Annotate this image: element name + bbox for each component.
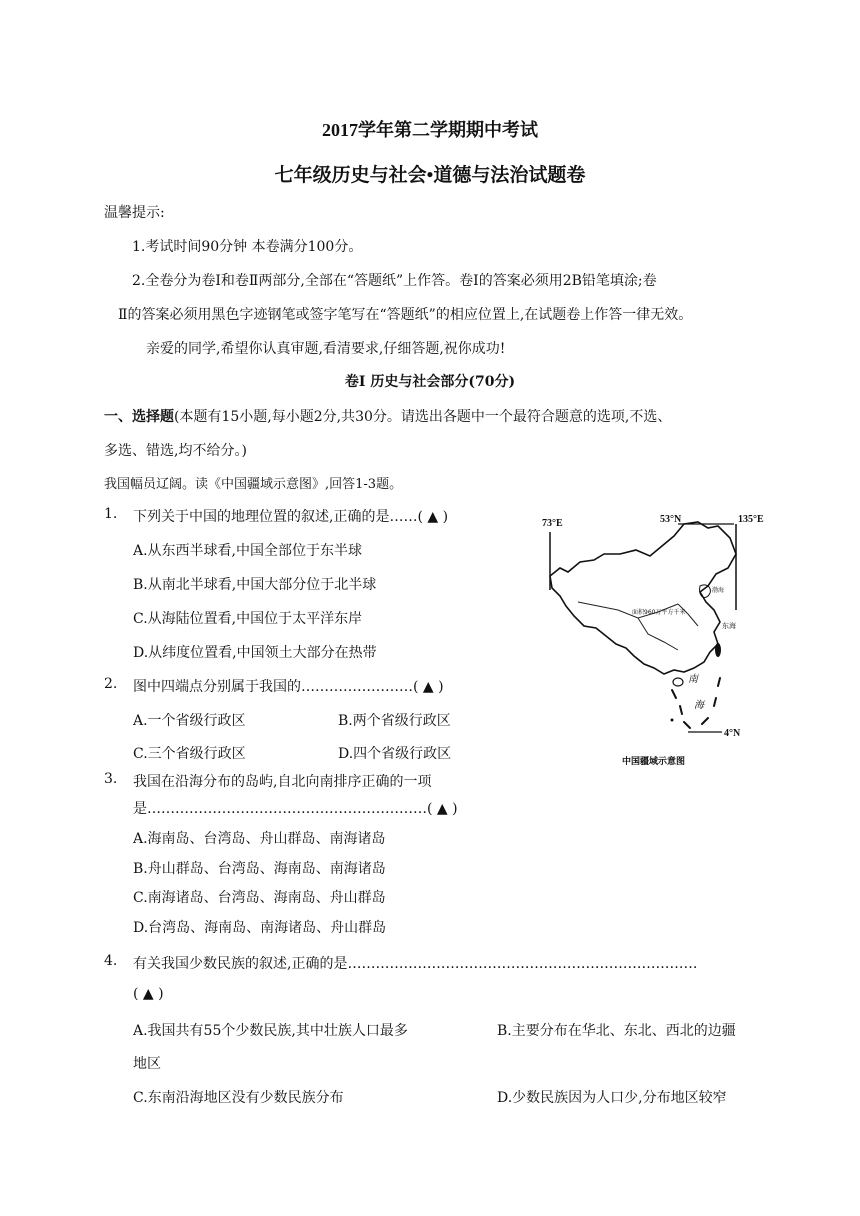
- label-135e: 135°E: [738, 514, 764, 525]
- q4-option-c: C.东南沿海地区没有少数民族分布: [133, 1090, 344, 1106]
- q1-option-a: A.从东西半球看,中国全部位于东半球: [133, 543, 363, 559]
- q4-option-a-line1: A.我国共有55个少数民族,其中壮族人口最多: [133, 1023, 408, 1039]
- label-73e: 73°E: [542, 518, 563, 529]
- notice-item-1: 1.考试时间90分钟 本卷满分100分。: [132, 239, 363, 255]
- q3-option-c: C.南海诸岛、台湾岛、海南岛、舟山群岛: [133, 890, 386, 906]
- island-dot: [671, 719, 674, 722]
- q3-number: 3.: [104, 771, 118, 787]
- q2-number: 2.: [104, 676, 118, 692]
- label-hai: 海: [694, 700, 704, 711]
- q1-stem: 下列关于中国的地理位置的叙述,正确的是……( ▲ ): [133, 509, 449, 525]
- q4-option-d: D.少数民族因为人口少,分布地区较窄: [497, 1090, 727, 1106]
- q3-stem-line2: 是……………………………………………………( ▲ ): [133, 801, 458, 817]
- q4-mark: ( ▲ ): [133, 986, 164, 1002]
- notice-item-2-line2: Ⅱ的答案必须用黑色字迹钢笔或签字笔写在“答题纸”的相应位置上,在试题卷上作答一律无效。: [118, 307, 693, 323]
- q2-option-d: D.四个省级行政区: [338, 746, 452, 762]
- part-label: 一、选择题: [104, 409, 174, 425]
- q2-stem: 图中四端点分别属于我国的……………………( ▲ ): [133, 679, 444, 695]
- section-title: 卷Ⅰ 历史与社会部分(70分): [344, 374, 516, 390]
- label-nan: 南: [688, 674, 698, 685]
- q4-option-b: B.主要分布在华北、东北、西北的边疆: [497, 1023, 736, 1039]
- part-desc-line1: (本题有15小题,每小题2分,共30分。请选出各题中一个最符合题意的选项,不选、: [174, 409, 672, 425]
- intro-text: 我国幅员辽阔。读《中国疆域示意图》,回答1-3题。: [104, 477, 403, 492]
- greeting: 亲爱的同学,希望你认真审题,看清要求,仔细答题,祝你成功!: [146, 341, 506, 357]
- q1-option-d: D.从纬度位置看,中国领土大部分在热带: [133, 645, 377, 661]
- china-map-svg: [538, 510, 788, 772]
- map-caption: 中国疆域示意图: [622, 757, 686, 767]
- notice-item-2-line1: 2.全卷分为卷Ⅰ和卷Ⅱ两部分,全部在“答题纸”上作答。卷Ⅰ的答案必须用2B铅笔填涂;卷: [132, 273, 657, 289]
- inner-border-2: [638, 618, 678, 650]
- label-53n: 53°N: [660, 514, 682, 525]
- q3-stem-line1: 我国在沿海分布的岛屿,自北向南排序正确的一项: [133, 774, 432, 790]
- part-heading: [104, 406, 671, 426]
- q1-option-c: C.从海陆位置看,中国位于太平洋东岸: [133, 611, 363, 627]
- q3-option-b: B.舟山群岛、台湾岛、海南岛、南海诸岛: [133, 861, 386, 877]
- china-territory-map: [538, 510, 788, 772]
- q2-option-b: B.两个省级行政区: [338, 713, 451, 729]
- q3-option-a: A.海南岛、台湾岛、舟山群岛、南海诸岛: [133, 831, 386, 847]
- taiwan-shape: [715, 643, 721, 657]
- q4-number: 4.: [104, 953, 118, 969]
- q2-option-a: A.一个省级行政区: [133, 713, 246, 729]
- part-desc-line2: 多选、错选,均不给分。): [104, 443, 247, 459]
- label-4n: 4°N: [724, 728, 741, 739]
- q3-option-d: D.台湾岛、海南岛、南海诸岛、舟山群岛: [133, 920, 387, 936]
- q1-option-b: B.从南北半球看,中国大部分位于北半球: [133, 577, 377, 593]
- q4-option-a-line2: 地区: [133, 1056, 161, 1072]
- q4-stem: 有关我国少数民族的叙述,正确的是…………………………………………………………………: [133, 956, 698, 972]
- label-bohai: 渤海: [712, 587, 725, 594]
- label-area: 面积960万平方千米: [632, 609, 686, 616]
- mainland-outline: [550, 522, 736, 674]
- exam-title: 2017学年第二学期期中考试: [322, 120, 538, 140]
- hainan-shape: [673, 678, 683, 686]
- exam-subtitle: 七年级历史与社会•道德与法治试题卷: [274, 165, 586, 186]
- label-donghai: 东海: [722, 622, 736, 630]
- notice-label: 温馨提示:: [104, 205, 165, 221]
- q1-number: 1.: [104, 506, 118, 522]
- q2-option-c: C.三个省级行政区: [133, 746, 246, 762]
